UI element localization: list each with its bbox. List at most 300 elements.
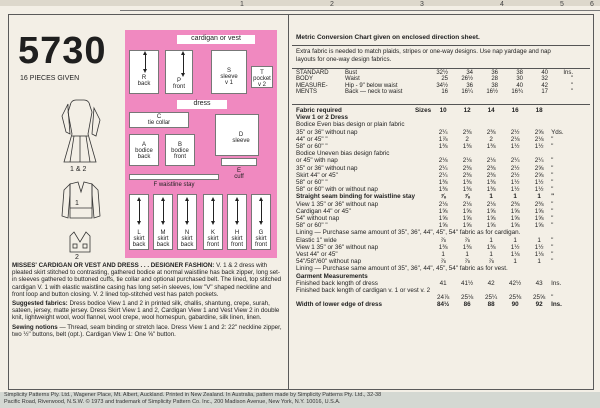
fabric-cell: 2⅜ [462,128,472,136]
divider [292,45,590,46]
fabric-cell: Vest 44" or 45" [296,251,338,259]
fabric-cell: 2½ [510,171,520,179]
fabric-required-table [296,107,567,309]
measurement-cell: 28 [491,76,498,83]
fabric-cell: 2½ [510,128,520,136]
fabric-cell [503,273,527,280]
fabric-cell: 1⅝ [486,222,496,230]
fabric-cell [527,114,551,121]
measurement-cell: 25 [441,76,448,83]
fabric-cell: 1 [537,258,541,266]
fabric-cell: 1⅜ [462,143,472,151]
fabric-cell: 1⅝ [438,215,448,223]
fabric-cell: Cardigan 44" or 45" [296,207,351,215]
measurement-cell: 26½ [461,76,473,83]
fabric-row [296,258,567,265]
fabric-cell: 1½ [534,179,544,187]
fabric-cell: 2⅜ [462,171,472,179]
fabric-cell: 1 [441,251,445,259]
measurement-cell: Waist [345,76,360,83]
pieces-given: 16 PIECES GIVEN [20,75,80,82]
fabric-cell: " [551,215,554,223]
fabric-cell [415,258,431,265]
fabric-row [296,280,567,287]
fabric-row [296,294,567,301]
fabric-cell: Bodice Even bias design or plain fabric [296,121,405,129]
measurement-cell: 38 [516,70,523,76]
fabric-row [296,165,567,172]
fabric-row [296,287,567,294]
vest-sketch [70,232,90,252]
fabric-cell: or 45" with nap [296,157,338,165]
fabric-cell [415,186,431,193]
fabric-cell: 1 [513,236,517,244]
fabric-row [296,172,567,179]
fabric-row [296,265,567,272]
fabric-row [296,237,567,244]
fabric-cell: ⅞ [440,236,446,244]
fabric-cell: View 1 35" or 36" without nap [296,200,379,208]
measurement-cell: 34½ [436,82,448,89]
fabric-cell: Ins. [551,301,562,309]
fabric-cell: View 1 or 2 Dress [296,114,349,122]
fabric-cell [431,273,455,280]
fabric-cell: 2⅝ [534,128,544,136]
fabric-row [296,136,567,143]
fabric-cell: 1⅜ [486,143,496,151]
fabric-cell: 1½ [510,186,520,194]
fabric-cell: 1⅜ [438,243,448,251]
fabric-row [296,114,567,121]
fabric-cell: " [551,164,554,172]
fabric-cell [415,165,431,172]
pattern-description [12,262,284,340]
column-divider [288,14,289,390]
fabric-cell: " [551,193,555,201]
fabric-row [296,179,567,186]
piece-label: T pocket v 2 [253,70,271,88]
fabric-cell: 86 [463,301,471,309]
fabric-cell: 1 [465,251,469,259]
fabric-cell: 90 [511,301,519,309]
grainline-arrow [183,54,184,74]
figure-label: 1 [75,200,79,207]
fabric-row [296,273,567,280]
fabric-row [296,222,567,229]
ruler-mark: 4 [500,1,504,8]
fabric-cell [551,150,567,157]
fabric-cell: 2⅜ [510,200,520,208]
fabric-cell: Bodice Uneven bias design fabric [296,150,390,158]
fabric-cell: " [551,200,554,208]
fabric-cell: 25¼ [484,294,498,302]
fabric-cell: 42 [487,279,495,287]
fabric-cell [431,121,455,128]
fabric-row [296,244,567,251]
fabric-header-cell: 10 [439,107,447,114]
fabric-cell: 25⅛ [460,294,474,302]
footer-line: Pacific Road, Riverwood, N.S.W. © 1973 and trademark of Simplicity Pattern Co. Inc., 200 Madison Avenue, New York, N.Y. 10016, U.S.A. [4,399,341,405]
fabric-cell: 1 [489,236,493,244]
fabric-cell [296,294,415,301]
fabric-cell: 2 [489,135,493,143]
fabric-cell [503,114,527,121]
publisher-footer [0,392,600,408]
fabric-cell: Straight seam binding for waistline stay [296,193,415,201]
measurement-cell: 16¼ [461,89,473,96]
fabric-cell [503,150,527,157]
measurement-cell: STANDARD [296,70,329,76]
ruler-mark: 1 [240,1,244,8]
fabric-cell [455,150,479,157]
fabric-cell [479,150,503,157]
fabric-cell: " [551,243,554,251]
fabric-cell: 2⅝ [534,171,544,179]
metric-conversion-note: Metric Conversion Chart given on enclosed direction sheet. [296,34,480,41]
fabric-cell: 1⅜ [438,179,448,187]
divider [292,68,590,69]
fabric-cell: ⅞ [440,258,446,266]
fabric-cell: Finished back length of dress [296,279,378,287]
fabric-cell [415,121,431,128]
fabric-header-cell: Fabric required [296,107,342,114]
fabric-cell: 88 [487,301,495,309]
fabric-cell [527,273,551,280]
measurement-cell: 16½ [486,89,498,96]
fabric-cell: 1½ [534,186,544,194]
measurement-cell: " [570,82,573,89]
fabric-header-cell: 18 [535,107,543,114]
fabric-cell: 1⅜ [486,179,496,187]
measurement-cell: 42 [541,82,548,89]
measurement-cell: Ins. [563,70,573,76]
piece-label: H skirt front [230,230,243,248]
fabric-cell: 35" or 36" without nap [296,128,358,136]
fabric-cell: 2⅜ [486,171,496,179]
fabric-row [296,143,567,150]
fabric-cell: 1⅜ [486,243,496,251]
measurement-cell: Hip - 9" below waist [345,82,398,89]
fabric-cell: 1 [513,258,517,266]
fabric-header-cell: 16 [511,107,519,114]
fabric-cell: 1⅝ [534,222,544,230]
fabric-cell [415,129,431,136]
measurement-cell: 38 [491,82,498,89]
fabric-cell: 2⅛ [534,135,544,143]
figure-label: 2 [75,254,79,261]
fabric-cell: ⅞ [440,193,446,201]
fabric-cell: " [551,222,554,230]
measurement-cell: 32 [541,76,548,83]
fabric-cell [431,150,455,157]
fabric-cell: 58" or 60" " [296,222,328,230]
measurement-cell: 16¾ [511,89,523,96]
piece-label: D sleeve [232,132,250,144]
fabric-cell: 58" or 60" " [296,179,328,187]
fabric-cell [415,193,431,200]
fabric-cell [431,114,455,121]
fabric-cell: 1 [489,193,493,201]
fabric-cell: 2⅜ [486,128,496,136]
sewing-notions-label: Sewing notions [12,323,58,331]
fabric-cell: Elastic 1" wide [296,236,337,244]
fabric-header-cell: 12 [463,107,471,114]
ruler-line [120,10,600,11]
sewing-notions: — Thread, seam binding or stretch lace. Dress View 1 and 2: 22" neckline zipper, two ½" buttons, belt (opt.). Cardigan View 1: One ⅝" button. [12,323,282,338]
fabric-cell [551,273,567,280]
piece-label: K skirt front [206,230,219,248]
fabric-cell: 24⅞ [436,294,450,302]
fabric-cell: 1 [513,193,517,201]
fabric-cell: Ins. [551,279,562,287]
fabric-cell: ⅞ [488,258,494,266]
fabric-cell: 1½ [534,143,544,151]
fabric-cell: 2⅛ [486,200,496,208]
fabric-cell: 1⅜ [438,143,448,151]
piece-label: P front [172,78,185,90]
fabric-cell: 1½ [534,243,544,251]
piece-label: N skirt back [180,230,194,248]
fabric-row [296,301,567,308]
piece-label: F waistline stay [153,182,195,188]
grainline-arrow [145,54,146,70]
fabric-cell [415,179,431,186]
fabric-cell: 1⅜ [486,186,496,194]
fabric-cell [479,273,503,280]
fabric-cell: 58" or 60" " [296,143,328,151]
fabric-cell: 2¼ [438,128,448,136]
measurement-cell: Back — neck to waist [345,89,403,96]
fabric-cell [455,114,479,121]
fabric-row [296,121,567,128]
fabric-row [296,201,567,208]
fabric-cell [415,215,431,222]
fabric-cell: 2⅛ [486,157,496,165]
fabric-cell [455,121,479,128]
fabric-cell: 35" or 36" without nap [296,164,358,172]
fabric-table-header [296,107,567,114]
fabric-cell: 1½ [510,179,520,187]
fabric-cell [415,172,431,179]
fabric-cell: 54" without nap [296,215,340,223]
fabric-cell [415,237,431,244]
fabric-cell [415,294,431,301]
fabric-cell: 2¼ [438,164,448,172]
fabric-cell: " [551,171,554,179]
fabric-cell [527,150,551,157]
fabric-cell: 41½ [460,279,474,287]
fabric-cell: 1⅜ [438,186,448,194]
fabric-cell: 44" or 45" " [296,135,328,143]
fabric-cell [415,150,431,157]
fabric-cell: " [551,157,554,165]
fabric-cell: 1⅞ [438,135,448,143]
fabric-cell: 1⅝ [438,222,448,230]
fabric-cell: 25⅜ [508,294,522,302]
fabric-row [296,129,567,136]
measurement-cell: 30 [516,76,523,83]
piece-label: L skirt back [132,230,146,248]
fabric-row [296,229,567,236]
dress-sketch [62,100,100,162]
fabric-cell: 43 [535,279,543,287]
fabric-cell: ⅞ [464,193,470,201]
fabric-cell [415,280,431,287]
fabric-row [296,193,567,200]
fabric-cell [551,121,567,128]
extra-fabric-note: Extra fabric is needed to match plaids, stripes or one-way designs. Use nap yardage and nap layouts for one-way design fabrics. [296,48,551,63]
fabric-cell: 1⅝ [534,207,544,215]
fabric-cell: 2½ [510,164,520,172]
measurement-cell: 16 [441,89,448,96]
fabric-cell [415,301,431,308]
fabric-cell [415,114,431,121]
fabric-cell: 2¼ [438,171,448,179]
piece-label: B bodice front [171,142,189,160]
pattern-pieces-panel [125,30,277,258]
fabric-row [296,186,567,193]
fabric-cell: 1⅝ [438,207,448,215]
fabric-cell: " [551,179,554,187]
ruler-mark: 5 [560,1,564,8]
description-title: MISSES' CARDIGAN OR VEST AND DRESS . . . DESIGNER FASHION: [12,262,215,269]
fabric-header-cell: Sizes [414,107,432,114]
fabric-row [296,208,567,215]
fabric-cell: 2¼ [534,157,544,165]
fabric-cell: 1⅜ [462,179,472,187]
fabric-cell: " [551,251,554,259]
fabric-cell: 92 [535,301,543,309]
fabric-row [296,157,567,164]
measurement-cell: 32½ [436,70,448,76]
piece-label: C tie collar [147,114,171,126]
fabric-cell: 1⅝ [510,207,520,215]
fabric-cell: " [551,135,554,143]
footer-line: Simplicity Patterns Pty. Ltd., Wagener Place, Mt. Albert, Auckland. Printed in New Zealand. In Australia, pattern made by Simplicity Patterns Pty. Ltd., 32-38 [4,392,382,398]
fabric-cell: 2⅜ [462,164,472,172]
fabric-cell: 2⅛ [462,157,472,165]
fabric-cell [415,208,431,215]
fabric-cell: View 1 35" or 36" without nap [296,243,379,251]
fabric-cell: ⅞ [464,258,470,266]
fabric-cell: 1⅝ [510,222,520,230]
fabric-cell: " [551,186,554,194]
fabric-cell: 1⅝ [486,207,496,215]
fabric-cell: 2⅛ [510,135,520,143]
measurement-cell: MENTS [296,89,317,96]
dress-panel-title: dress [177,100,227,109]
body-measurements-table [296,70,576,96]
fabric-cell [503,121,527,128]
pattern-piece-waistline-stay [129,174,219,180]
fabric-cell [415,222,431,229]
fabric-cell [479,114,503,121]
fabric-cell: 1 [537,236,541,244]
piece-label: G skirt front [254,230,267,248]
fabric-cell: 25⅝ [532,294,546,302]
fabric-cell: Garment Measurements [296,272,368,280]
fabric-cell: Yds. [551,128,564,136]
measurement-cell: " [570,89,573,96]
grainline-arrow [187,200,188,222]
cardigan-panel-title: cardigan or vest [177,35,255,44]
piece-label: M skirt back [156,230,170,248]
fabric-cell: Width of lower edge of dress [296,301,383,309]
fabric-cell: 1½ [510,243,520,251]
fabric-cell: 42½ [508,279,522,287]
fabric-cell: 2¼ [510,157,520,165]
measurement-cell: MEASURE- [296,82,328,89]
piece-label: E cuff [234,168,244,180]
fabric-cell: " [551,294,554,302]
grainline-arrow [213,200,214,222]
measurement-cell: 40 [516,82,523,89]
fabric-cell [415,143,431,150]
suggested-fabrics: Dress bodice View 1 and 2 in printed silk, challis, shantung, crepe, surah, sateen, jersey, matte jersey. Dress Skirt View 1 and 2, Cardigan View 1 and Vest View 2 in double knit, lightweight wool, wool flannel, wool crepe, wool homespun, gabardine, silk linen, linen. [12,300,280,322]
fabric-cell: 1⅝ [486,215,496,223]
fabric-row [296,150,567,157]
fabric-cell: 1⅛ [534,251,544,259]
fabric-cell: 2 [465,135,469,143]
fabric-cell: " [551,258,554,266]
fabric-cell: 41 [439,279,447,287]
pattern-number: 5730 [18,30,107,72]
fabric-header-cell: 14 [487,107,495,114]
fabric-cell: " [551,236,554,244]
grainline-arrow [163,200,164,222]
fabric-row [296,215,567,222]
fabric-cell: Skirt 44" or 45" [296,171,338,179]
fabric-cell: 58" or 60" with or without nap [296,186,378,194]
fabric-cell: 2⅛ [438,200,448,208]
fabric-cell: 2⅝ [534,164,544,172]
fabric-cell: 1½ [510,143,520,151]
piece-label: A bodice back [135,142,153,160]
cardigan-sketch [62,182,100,218]
fabric-cell: 2⅜ [486,164,496,172]
fabric-cell [415,157,431,164]
fabric-cell: 2⅛ [438,157,448,165]
measurement-cell: 40 [541,70,548,76]
measurement-cell: BODY [296,76,314,83]
fabric-cell [551,114,567,121]
fabric-cell: 54"/58"/60" without nap [296,258,362,266]
fabric-cell: 1⅛ [510,251,520,259]
fabric-cell: 1 [489,251,493,259]
measurement-cell: 34 [466,70,473,76]
measurement-cell: 36 [491,70,498,76]
fabric-cell [415,201,431,208]
fabric-cell: 1 [537,193,541,201]
fabric-cell [455,273,479,280]
piece-label: S sleeve v 1 [220,68,238,86]
suggested-fabrics-label: Suggested fabrics: [12,300,68,308]
measurement-cell: " [570,76,573,83]
measurement-cell: 36 [466,82,473,89]
fabric-cell: 84½ [436,301,450,309]
fabric-row [296,251,567,258]
figure-label: 1 & 2 [70,166,87,173]
fabric-cell: 1⅝ [510,215,520,223]
fabric-cell: 1⅝ [462,207,472,215]
ruler-mark: 3 [420,1,424,8]
pattern-piece-cuff [221,158,257,166]
description-body: V. 1 & 2 dress with pleated skirt stitched to contrasting, gathered bodice at normal waistline has back zipper, long set-in sleeves gathered to buttoned cuffs, tie collar and optional purchased belt. The lined, top stitched cardigan V. 1 with elastic waistline casing has long set-in sleeves, low "V" shaped neckline and front loop and button closing. V. 2 lined top-stitched vest has patch pockets. [12,262,282,298]
fabric-cell: " [551,143,554,151]
piece-label: R back [137,75,151,87]
fabric-cell: 2⅛ [462,200,472,208]
ruler-mark: 6 [590,1,594,8]
